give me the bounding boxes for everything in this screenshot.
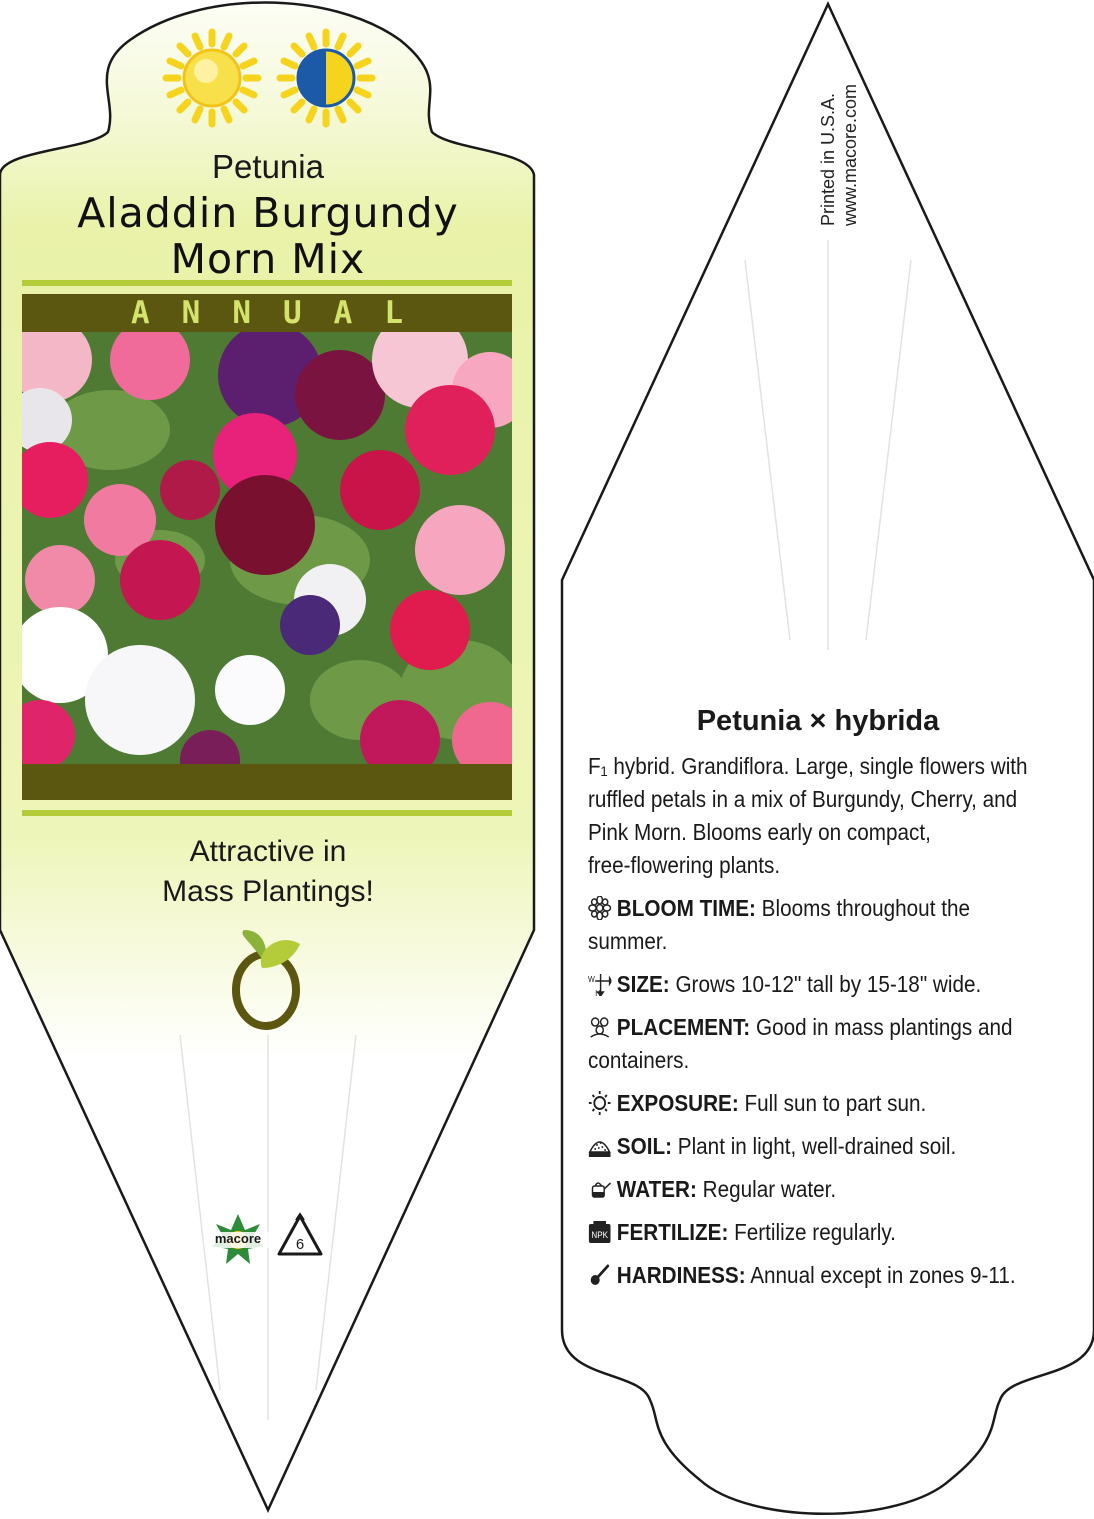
- cultivar-line-2: Morn Mix: [170, 235, 366, 283]
- recycle-code: 6: [295, 1236, 305, 1253]
- placement-label: PLACEMENT:: [616, 1014, 751, 1040]
- water-text: Regular water.: [702, 1176, 837, 1202]
- description: [588, 750, 1047, 882]
- cultivar-line-1: Aladdin Burgundy: [77, 189, 459, 237]
- description-line-2: ruffled petals in a mix of Burgundy, Cherry, and: [588, 786, 1018, 812]
- description-line-1: F₁ hybrid. Grandiflora. Large, single flowers with: [588, 753, 1028, 779]
- watering-can-icon: [588, 1177, 611, 1201]
- size-label: SIZE:: [616, 971, 670, 997]
- attribute-water: [588, 1173, 1047, 1206]
- flower-photo: [5, 312, 528, 790]
- cultivar-name: [20, 190, 516, 282]
- tagline-line-1: Attractive in: [189, 835, 347, 868]
- attribute-placement: [588, 1011, 1047, 1077]
- photo-bottom-rule: [22, 810, 512, 816]
- attribute-bloom-time: [588, 892, 1047, 958]
- attribute-soil: [588, 1130, 1047, 1163]
- flower-cluster-icon: [588, 1015, 611, 1039]
- bloom-time-text: Blooms throughout the summer.: [588, 895, 970, 954]
- printed-in: Printed in U.S.A.: [818, 92, 838, 226]
- soil-icon: [588, 1134, 611, 1158]
- exposure-text: Full sun to part sun.: [744, 1090, 927, 1116]
- full-sun-icon: [166, 32, 258, 124]
- bloom-time-label: BLOOM TIME:: [616, 895, 756, 921]
- water-label: WATER:: [616, 1176, 697, 1202]
- attribute-fertilize: [588, 1216, 1047, 1249]
- npk-text: NPK: [591, 1229, 609, 1241]
- soil-label: SOIL:: [616, 1133, 673, 1159]
- attribute-hardiness: [588, 1259, 1047, 1292]
- size-text: Grows 10-12" tall by 15-18" wide.: [675, 971, 982, 997]
- category-label: ANNUAL: [131, 295, 435, 331]
- exposure-label: EXPOSURE:: [616, 1090, 739, 1116]
- hardiness-text: Annual except in zones 9-11.: [750, 1262, 1016, 1288]
- photo-bottom-band: [22, 764, 512, 800]
- printing-info: [818, 60, 860, 230]
- thermometer-icon: [588, 1263, 611, 1287]
- part-sun-icon: [280, 32, 372, 124]
- fertilize-label: FERTILIZE:: [616, 1219, 729, 1245]
- website: www.macore.com: [840, 83, 860, 226]
- fertilize-text: Fertilize regularly.: [734, 1219, 896, 1245]
- care-info: [588, 705, 1048, 1292]
- description-line-4: free-flowering plants.: [588, 852, 781, 878]
- hardiness-label: HARDINESS:: [616, 1262, 746, 1288]
- svg-text:H: H: [595, 988, 601, 996]
- brand-wordmark: macore: [214, 1231, 262, 1246]
- tagline-line-2: Mass Plantings!: [162, 875, 374, 908]
- svg-text:W: W: [588, 974, 595, 985]
- tagline: [60, 832, 476, 912]
- attribute-size: [588, 968, 1047, 1001]
- npk-icon: [588, 1220, 611, 1244]
- placement-text: Good in mass plantings and containers.: [588, 1014, 1013, 1073]
- botanical-name: Petunia × hybrida: [696, 705, 940, 737]
- common-name: Petunia: [212, 148, 324, 185]
- sun-outline-icon: [588, 1091, 611, 1115]
- flower-icon: [588, 896, 611, 920]
- size-arrows-icon: [588, 972, 611, 996]
- description-line-3: Pink Morn. Blooms early on compact,: [588, 819, 931, 845]
- attribute-exposure: [588, 1087, 1047, 1120]
- soil-text: Plant in light, well-drained soil.: [677, 1133, 957, 1159]
